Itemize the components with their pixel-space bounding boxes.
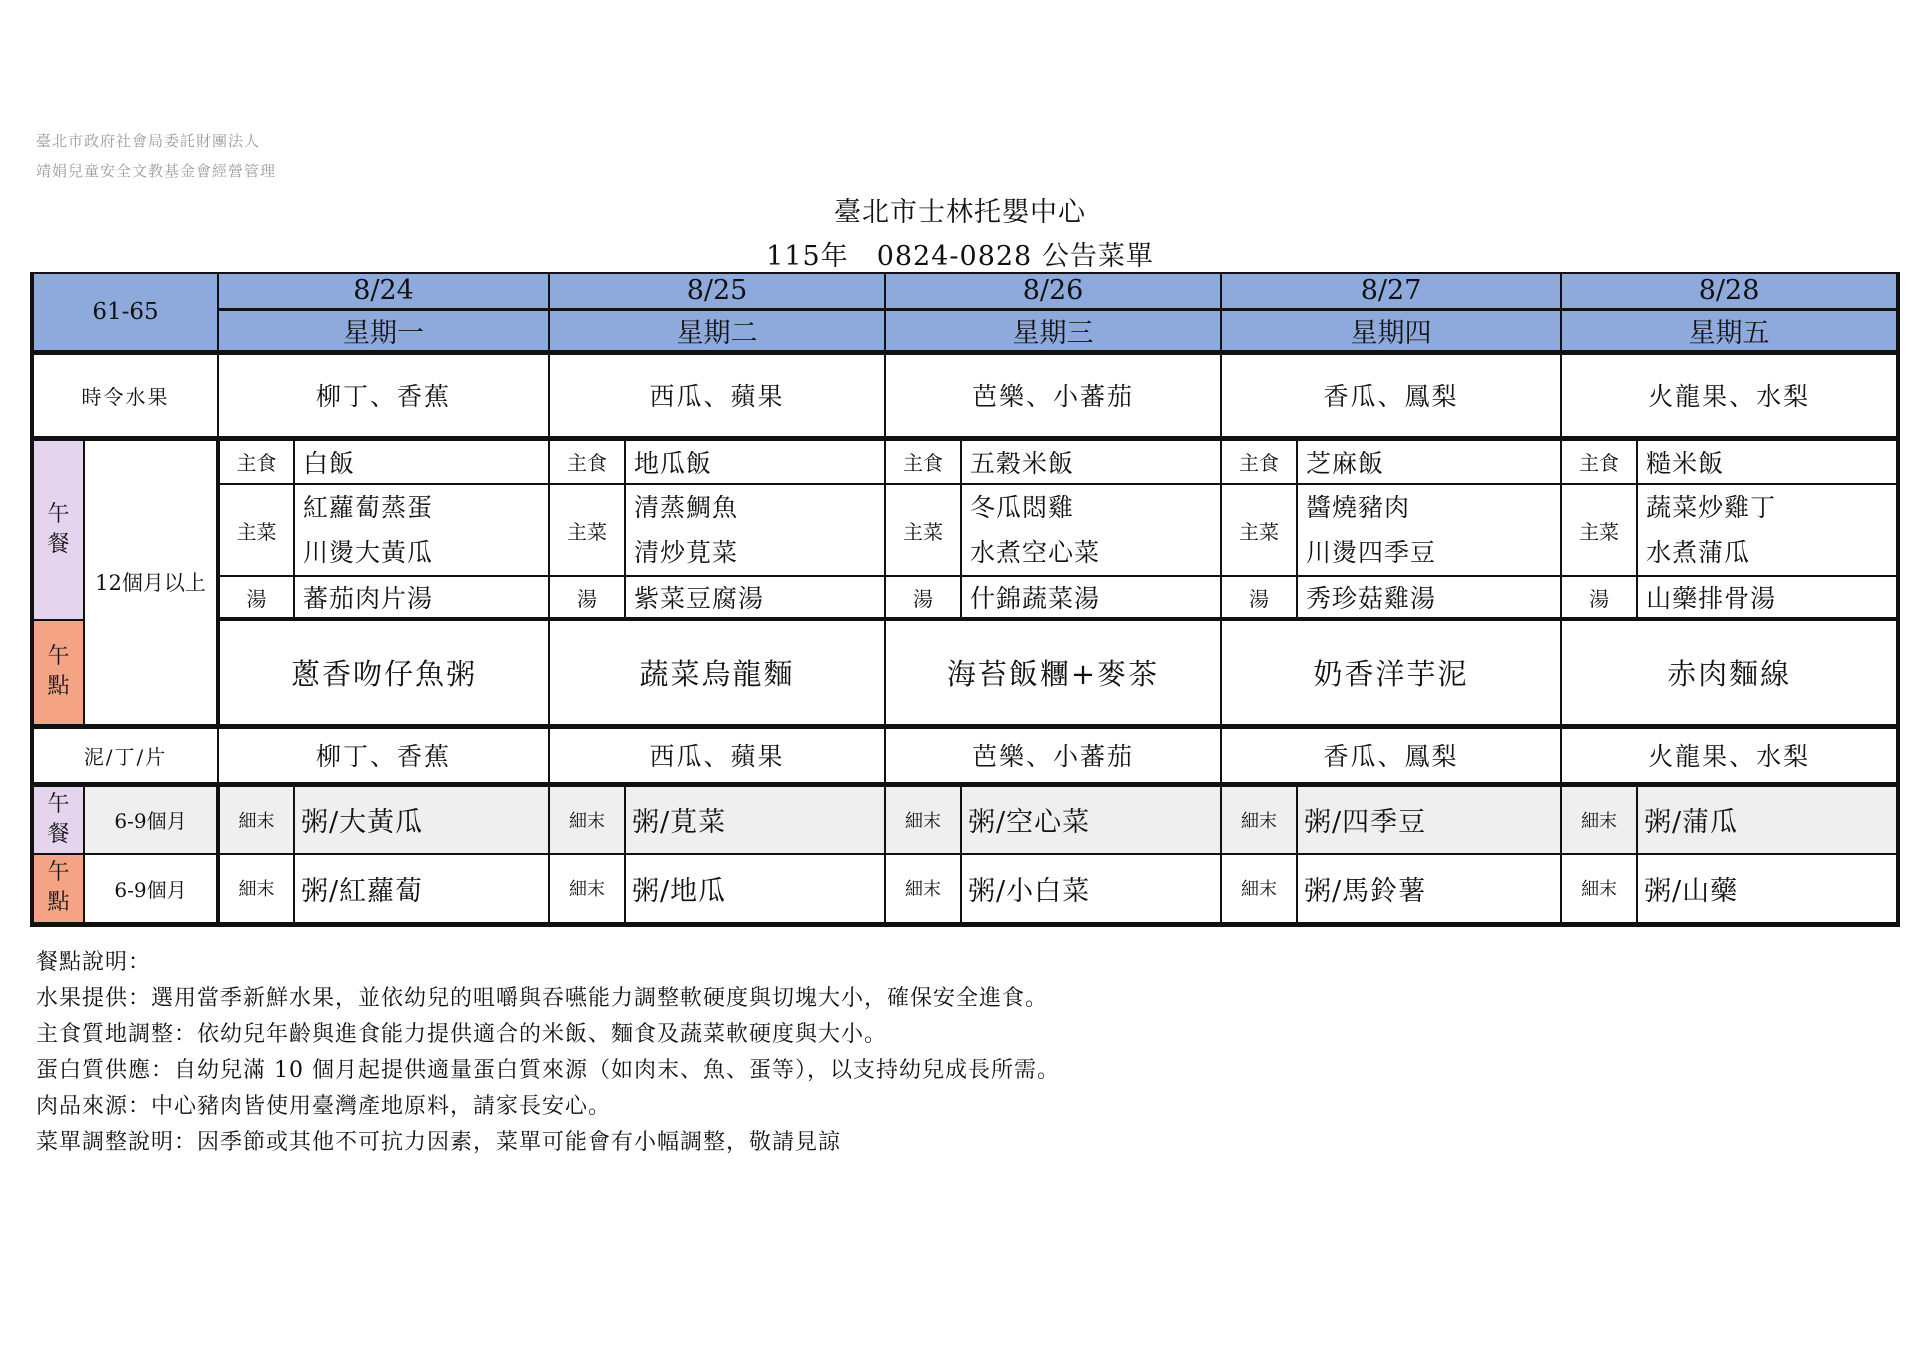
puree-cell-1: 柳丁、香蕉 [218, 726, 549, 784]
main-label: 主菜 [218, 484, 294, 576]
staple-1: 白飯 [294, 438, 549, 484]
main-label: 主菜 [885, 484, 961, 576]
main-dish-5b: 水煮蒲瓜 [1646, 538, 1751, 567]
weekday-5: 星期五 [1561, 309, 1898, 352]
main-dish-4 [1297, 484, 1561, 576]
date-1: 8/24 [218, 273, 549, 309]
main-dish-1a: 紅蘿蔔蒸蛋 [303, 493, 434, 522]
fruit-cell-3: 芭樂、小蕃茄 [885, 352, 1221, 438]
infant-snack-5: 粥/山藥 [1637, 854, 1898, 924]
infant-lunch-4: 粥/四季豆 [1297, 784, 1561, 854]
org-line-1: 臺北市政府社會局委託財團法人 [36, 132, 261, 150]
infant-lunch-type: 細末 [885, 784, 961, 854]
soup-3: 什錦蔬菜湯 [961, 576, 1221, 618]
soup-2: 紫菜豆腐湯 [625, 576, 885, 618]
infant-snack-4: 粥/馬鈴薯 [1297, 854, 1561, 924]
note-line-1: 水果提供：選用當季新鮮水果，並依幼兒的咀嚼與吞嚥能力調整軟硬度與切塊大小，確保安全進食。 [36, 986, 1049, 1011]
snack-3: 海苔飯糰+麥茶 [885, 620, 1221, 726]
infant-snack-type: 細末 [885, 854, 961, 924]
main-dish-3a: 冬瓜悶雞 [970, 493, 1075, 522]
infant-snack-type: 細末 [1221, 854, 1297, 924]
infant-snack-side-label: 午點 [32, 854, 84, 924]
infant-lunch-3: 粥/空心菜 [961, 784, 1221, 854]
note-line-3: 蛋白質供應：自幼兒滿 10 個月起提供適量蛋白質來源（如肉末、魚、蛋等），以支持幼兒成長所需。 [36, 1058, 1060, 1083]
infant-snack-1: 粥/紅蘿蔔 [294, 854, 549, 924]
infant-lunch-side-label: 午餐 [32, 784, 84, 854]
main-label: 主菜 [549, 484, 625, 576]
soup-4: 秀珍菇雞湯 [1297, 576, 1561, 618]
infant-lunch-1: 粥/大黃瓜 [294, 784, 549, 854]
age-group-label: 12個月以上 [84, 438, 218, 726]
infant-lunch-type: 細末 [549, 784, 625, 854]
note-line-4: 肉品來源：中心豬肉皆使用臺灣產地原料，請家長安心。 [36, 1094, 612, 1119]
infant-lunch-age: 6-9個月 [84, 784, 218, 854]
staple-label: 主食 [1561, 438, 1637, 484]
soup-label: 湯 [549, 576, 625, 618]
infant-lunch-2: 粥/莧菜 [625, 784, 885, 854]
infant-snack-type: 細末 [549, 854, 625, 924]
date-4: 8/27 [1221, 273, 1561, 309]
soup-5: 山藥排骨湯 [1637, 576, 1898, 618]
main-dish-1b: 川燙大黃瓜 [303, 538, 434, 567]
soup-1: 蕃茄肉片湯 [294, 576, 549, 618]
meal-notes [36, 945, 1060, 1161]
infant-snack-type: 細末 [218, 854, 294, 924]
infant-lunch-type: 細末 [218, 784, 294, 854]
main-dish-5a: 蔬菜炒雞丁 [1646, 493, 1777, 522]
snack-2: 蔬菜烏龍麵 [549, 620, 885, 726]
infant-lunch-5: 粥/蒲瓜 [1637, 784, 1898, 854]
puree-cell-2: 西瓜、蘋果 [549, 726, 885, 784]
infant-snack-age: 6-9個月 [84, 854, 218, 924]
puree-cell-3: 芭樂、小蕃茄 [885, 726, 1221, 784]
date-5: 8/28 [1561, 273, 1898, 309]
soup-label: 湯 [218, 576, 294, 618]
staple-2: 地瓜飯 [625, 438, 885, 484]
infant-snack-2: 粥/地瓜 [625, 854, 885, 924]
note-line-2: 主食質地調整：依幼兒年齡與進食能力提供適合的米飯、麵食及蔬菜軟硬度與大小。 [36, 1022, 888, 1047]
weekday-4: 星期四 [1221, 309, 1561, 352]
infant-lunch-type: 細末 [1561, 784, 1637, 854]
puree-cell-5: 火龍果、水梨 [1561, 726, 1898, 784]
soup-label: 湯 [1221, 576, 1297, 618]
main-dish-2a: 清蒸鯛魚 [634, 493, 739, 522]
note-line-0: 餐點說明： [36, 950, 152, 975]
fruit-label: 時令水果 [32, 352, 218, 438]
main-dish-1 [294, 484, 549, 576]
snack-4: 奶香洋芋泥 [1221, 620, 1561, 726]
menu-table [30, 272, 1900, 927]
menu-week-title: 115年 0824-0828 公告菜單 [766, 241, 1154, 272]
age-range-cell: 61-65 [32, 273, 218, 352]
org-line-2: 靖娟兒童安全文教基金會經營管理 [36, 162, 277, 180]
main-dish-4b: 川燙四季豆 [1306, 538, 1437, 567]
staple-label: 主食 [885, 438, 961, 484]
note-line-5: 菜單調整說明：因季節或其他不可抗力因素，菜單可能會有小幅調整，敬請見諒 [36, 1130, 842, 1155]
puree-label: 泥/丁/片 [32, 726, 218, 784]
snack-side-label: 午點 [32, 620, 84, 726]
puree-cell-4: 香瓜、鳳梨 [1221, 726, 1561, 784]
main-label: 主菜 [1221, 484, 1297, 576]
center-title: 臺北市士林托嬰中心 [834, 197, 1086, 228]
staple-label: 主食 [1221, 438, 1297, 484]
infant-lunch-type: 細末 [1221, 784, 1297, 854]
snack-5: 赤肉麵線 [1561, 620, 1898, 726]
date-3: 8/26 [885, 273, 1221, 309]
main-label: 主菜 [1561, 484, 1637, 576]
weekday-2: 星期二 [549, 309, 885, 352]
main-dish-4a: 醬燒豬肉 [1306, 493, 1411, 522]
snack-1: 蔥香吻仔魚粥 [218, 620, 549, 726]
staple-3: 五穀米飯 [961, 438, 1221, 484]
main-dish-2b: 清炒莧菜 [634, 538, 739, 567]
staple-5: 糙米飯 [1637, 438, 1898, 484]
staple-4: 芝麻飯 [1297, 438, 1561, 484]
soup-label: 湯 [885, 576, 961, 618]
fruit-cell-4: 香瓜、鳳梨 [1221, 352, 1561, 438]
main-dish-5 [1637, 484, 1898, 576]
staple-label: 主食 [218, 438, 294, 484]
infant-snack-type: 細末 [1561, 854, 1637, 924]
staple-label: 主食 [549, 438, 625, 484]
main-dish-3b: 水煮空心菜 [970, 538, 1101, 567]
weekday-1: 星期一 [218, 309, 549, 352]
weekday-3: 星期三 [885, 309, 1221, 352]
lunch-side-label: 午餐 [32, 438, 84, 620]
fruit-cell-5: 火龍果、水梨 [1561, 352, 1898, 438]
main-dish-2 [625, 484, 885, 576]
date-2: 8/25 [549, 273, 885, 309]
main-dish-3 [961, 484, 1221, 576]
fruit-cell-2: 西瓜、蘋果 [549, 352, 885, 438]
soup-label: 湯 [1561, 576, 1637, 618]
infant-snack-3: 粥/小白菜 [961, 854, 1221, 924]
fruit-cell-1: 柳丁、香蕉 [218, 352, 549, 438]
